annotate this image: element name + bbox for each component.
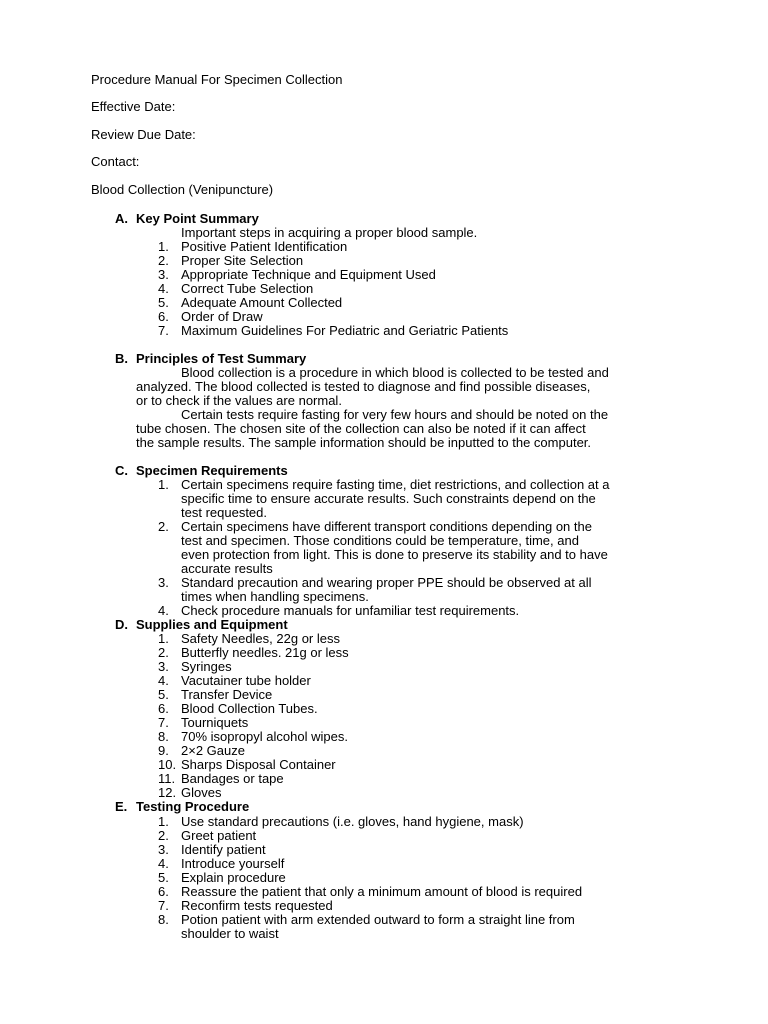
list-item-number: 5. [158,295,169,310]
list-item-number: 4. [158,673,169,688]
list-item-number: 10. [158,757,177,772]
list-item: Gloves [181,785,222,800]
list-item: Identify patient [181,842,266,857]
list-item-number: 7. [158,898,169,913]
list-item-number: 5. [158,870,169,885]
list-item-number: 8. [158,729,169,744]
list-item-number: 6. [158,884,169,899]
list-item-number: 4. [158,603,169,618]
list-item: Syringes [181,659,232,674]
list-item-number: 5. [158,687,169,702]
list-item: Positive Patient Identification [181,239,348,254]
list-item: Vacutainer tube holder [181,673,311,688]
list-item: Safety Needles, 22g or less [181,631,340,646]
list-item: Certain specimens have different transport conditions depending on the [181,519,592,534]
list-item-number: 2. [158,519,169,534]
list-item: Certain specimens require fasting time, diet restrictions, and collection at a [181,477,610,492]
section-c-heading: Specimen Requirements [136,463,288,478]
list-item-number: 3. [158,842,169,857]
paragraph-line: Certain tests require fasting for very few hours and should be noted on the [181,407,609,422]
list-item-number: 1. [158,814,169,829]
effective-date-label: Effective Date: [91,99,176,114]
paragraph-line: Blood collection is a procedure in which blood is collected to be tested and [181,365,609,380]
section-a-letter: A. [115,211,128,226]
list-item-number: 3. [158,575,169,590]
list-item-number: 2. [158,253,169,268]
paragraph-line: analyzed. The blood collected is tested to diagnose and find possible diseases, [136,379,591,394]
list-item: Use standard precautions (i.e. gloves, hand hygiene, mask) [181,814,524,829]
section-d-heading: Supplies and Equipment [136,617,288,632]
list-item-number: 4. [158,856,169,871]
list-item-continuation: test requested. [181,505,267,520]
list-item: Sharps Disposal Container [181,757,336,772]
section-title: Blood Collection (Venipuncture) [91,182,274,197]
paragraph-line: or to check if the values are normal. [136,393,342,408]
list-item: Introduce yourself [181,856,285,871]
contact-label: Contact: [91,154,140,169]
list-item: Check procedure manuals for unfamiliar test requirements. [181,603,520,618]
list-item: Reassure the patient that only a minimum amount of blood is required [181,884,583,899]
list-item-number: 7. [158,323,169,338]
paragraph-line: tube chosen. The chosen site of the collection can also be noted if it can affect [136,421,586,436]
list-item-number: 1. [158,239,169,254]
section-b-heading: Principles of Test Summary [136,351,307,366]
list-item: Potion patient with arm extended outward to form a straight line from [181,912,575,927]
section-e-letter: E. [115,799,128,814]
list-item: Proper Site Selection [181,253,304,268]
list-item-number: 2. [158,828,169,843]
section-b-letter: B. [115,351,128,366]
list-item: Explain procedure [181,870,286,885]
section-d-letter: D. [115,617,128,632]
paragraph-line: the sample results. The sample information should be inputted to the computer. [136,435,592,450]
list-item: Butterfly needles. 21g or less [181,645,349,660]
section-a-heading: Key Point Summary [136,211,259,226]
list-item-number: 4. [158,281,169,296]
list-item: Transfer Device [181,687,273,702]
list-item: Bandages or tape [181,771,284,786]
list-item: Order of Draw [181,309,263,324]
list-item: Maximum Guidelines For Pediatric and Geriatric Patients [181,323,509,338]
list-item-number: 11. [158,771,176,786]
list-item-number: 8. [158,912,169,927]
review-due-date-label: Review Due Date: [91,127,196,142]
list-item-continuation: accurate results [181,561,273,576]
list-item: 70% isopropyl alcohol wipes. [181,729,348,744]
section-c-letter: C. [115,463,128,478]
list-item-number: 2. [158,645,169,660]
list-item-number: 3. [158,659,169,674]
list-item-number: 7. [158,715,169,730]
list-item: 2×2 Gauze [181,743,245,758]
list-item-number: 6. [158,701,169,716]
list-item: Standard precaution and wearing proper PPE should be observed at all [181,575,592,590]
list-item-continuation: even protection from light. This is done to preserve its stability and to have [181,547,608,562]
list-item-continuation: times when handling specimens. [181,589,369,604]
list-item: Appropriate Technique and Equipment Used [181,267,436,282]
list-item-number: 1. [158,477,169,492]
list-item: Greet patient [181,828,257,843]
list-item-continuation: specific time to ensure accurate results. Such constraints depend on the [181,491,596,506]
list-item-number: 3. [158,267,169,282]
document-title: Procedure Manual For Specimen Collection [91,72,343,87]
section-a-intro: Important steps in acquiring a proper blood sample. [181,225,478,240]
list-item-number: 9. [158,743,169,758]
list-item-number: 6. [158,309,169,324]
list-item: Correct Tube Selection [181,281,314,296]
list-item-number: 1. [158,631,169,646]
list-item: Blood Collection Tubes. [181,701,318,716]
list-item: Adequate Amount Collected [181,295,343,310]
list-item: Reconfirm tests requested [181,898,333,913]
section-e-heading: Testing Procedure [136,799,250,814]
list-item-continuation: shoulder to waist [181,926,279,941]
list-item: Tourniquets [181,715,249,730]
list-item-number: 12. [158,785,177,800]
list-item-continuation: test and specimen. Those conditions could be temperature, time, and [181,533,579,548]
